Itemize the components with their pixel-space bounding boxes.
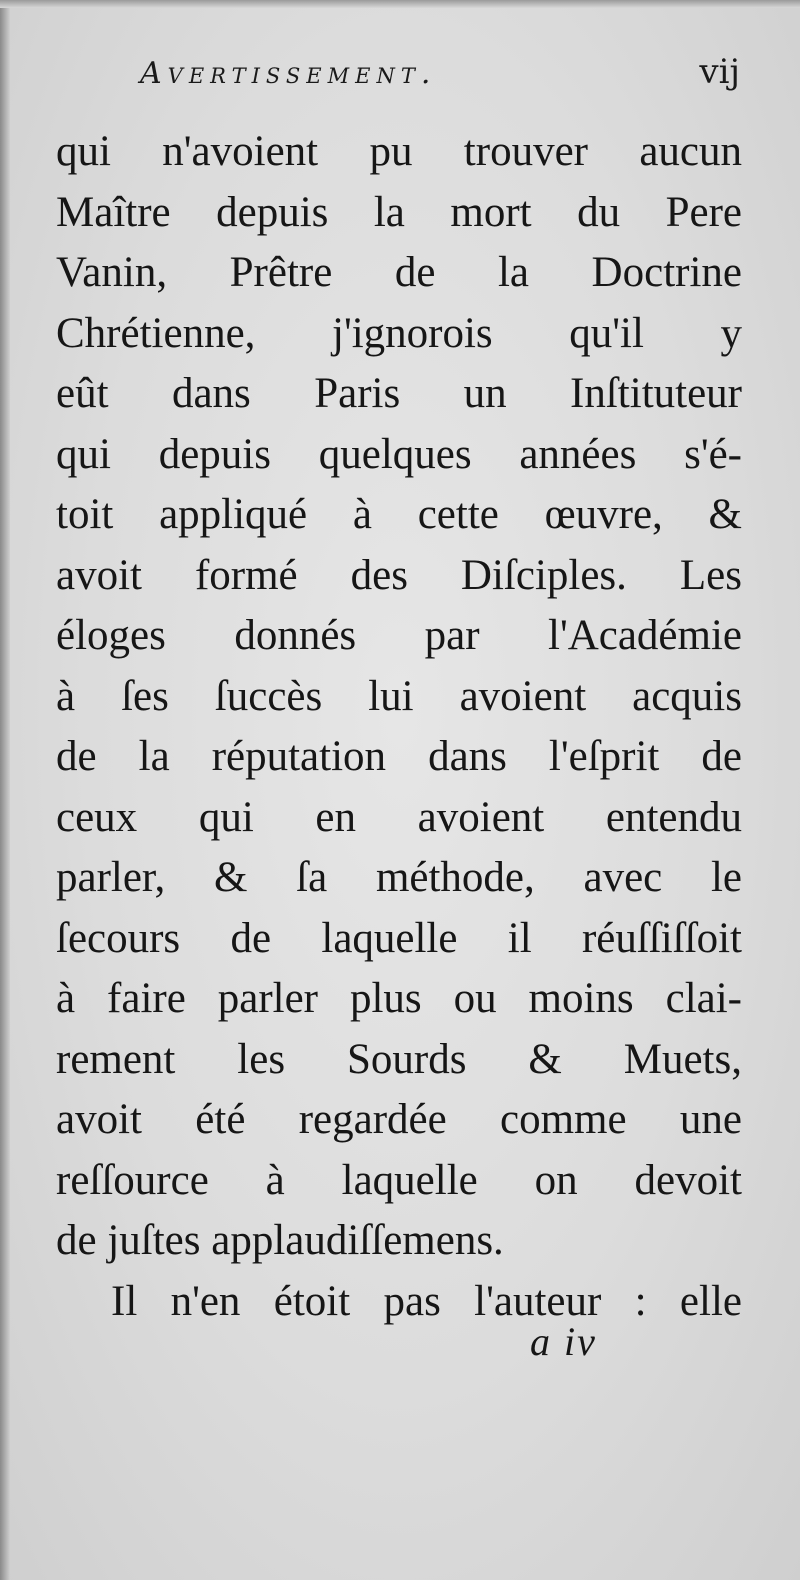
text-line: ſecours de laquelle il réuſſiſſoit [56,914,742,962]
text-line: de la réputation dans l'eſprit de [56,733,742,780]
body-text [56,122,742,1332]
text-line: toit appliqué à cette œuvre, & [56,491,742,538]
running-head [140,50,740,100]
text-line: avoit été regardée comme une [56,1096,742,1143]
text-line: à faire parler plus ou moins clai- [56,975,742,1022]
page-number: vij [699,52,740,92]
text-line: parler, & ſa méthode, avec le [56,854,742,901]
text-line: rement les Sourds & Muets, [56,1035,742,1083]
text-line: Vanin, Prêtre de la Doctrine [56,249,742,296]
text-line: Chrétienne, j'ignorois qu'il y [56,309,742,357]
page-edge-shadow [0,0,10,1580]
text-line: ceux qui en avoient entendu [56,793,742,841]
text-line: avoit formé des Diſciples. Les [56,551,742,599]
text-line: à ſes ſuccès lui avoient acquis [56,672,742,720]
text-line: de juſtes applaudiſſemens. [56,1217,504,1264]
text-line: reſſource à laquelle on devoit [56,1156,742,1204]
text-line: éloges donnés par l'Académie [56,612,742,659]
page-top-shadow [0,0,800,8]
text-line: qui n'avoient pu trouver aucun [56,128,742,175]
text-line: eût dans Paris un Inſtituteur [56,370,742,417]
text-line: Maître depuis la mort du Pere [56,188,742,236]
text-line: qui depuis quelques années s'é- [56,430,742,478]
signature-mark: a iv [530,1319,597,1364]
text-line-paragraph-start: Il n'en étoit pas l'auteur : elle [111,1277,742,1325]
running-title: Avertissement. [140,56,437,91]
